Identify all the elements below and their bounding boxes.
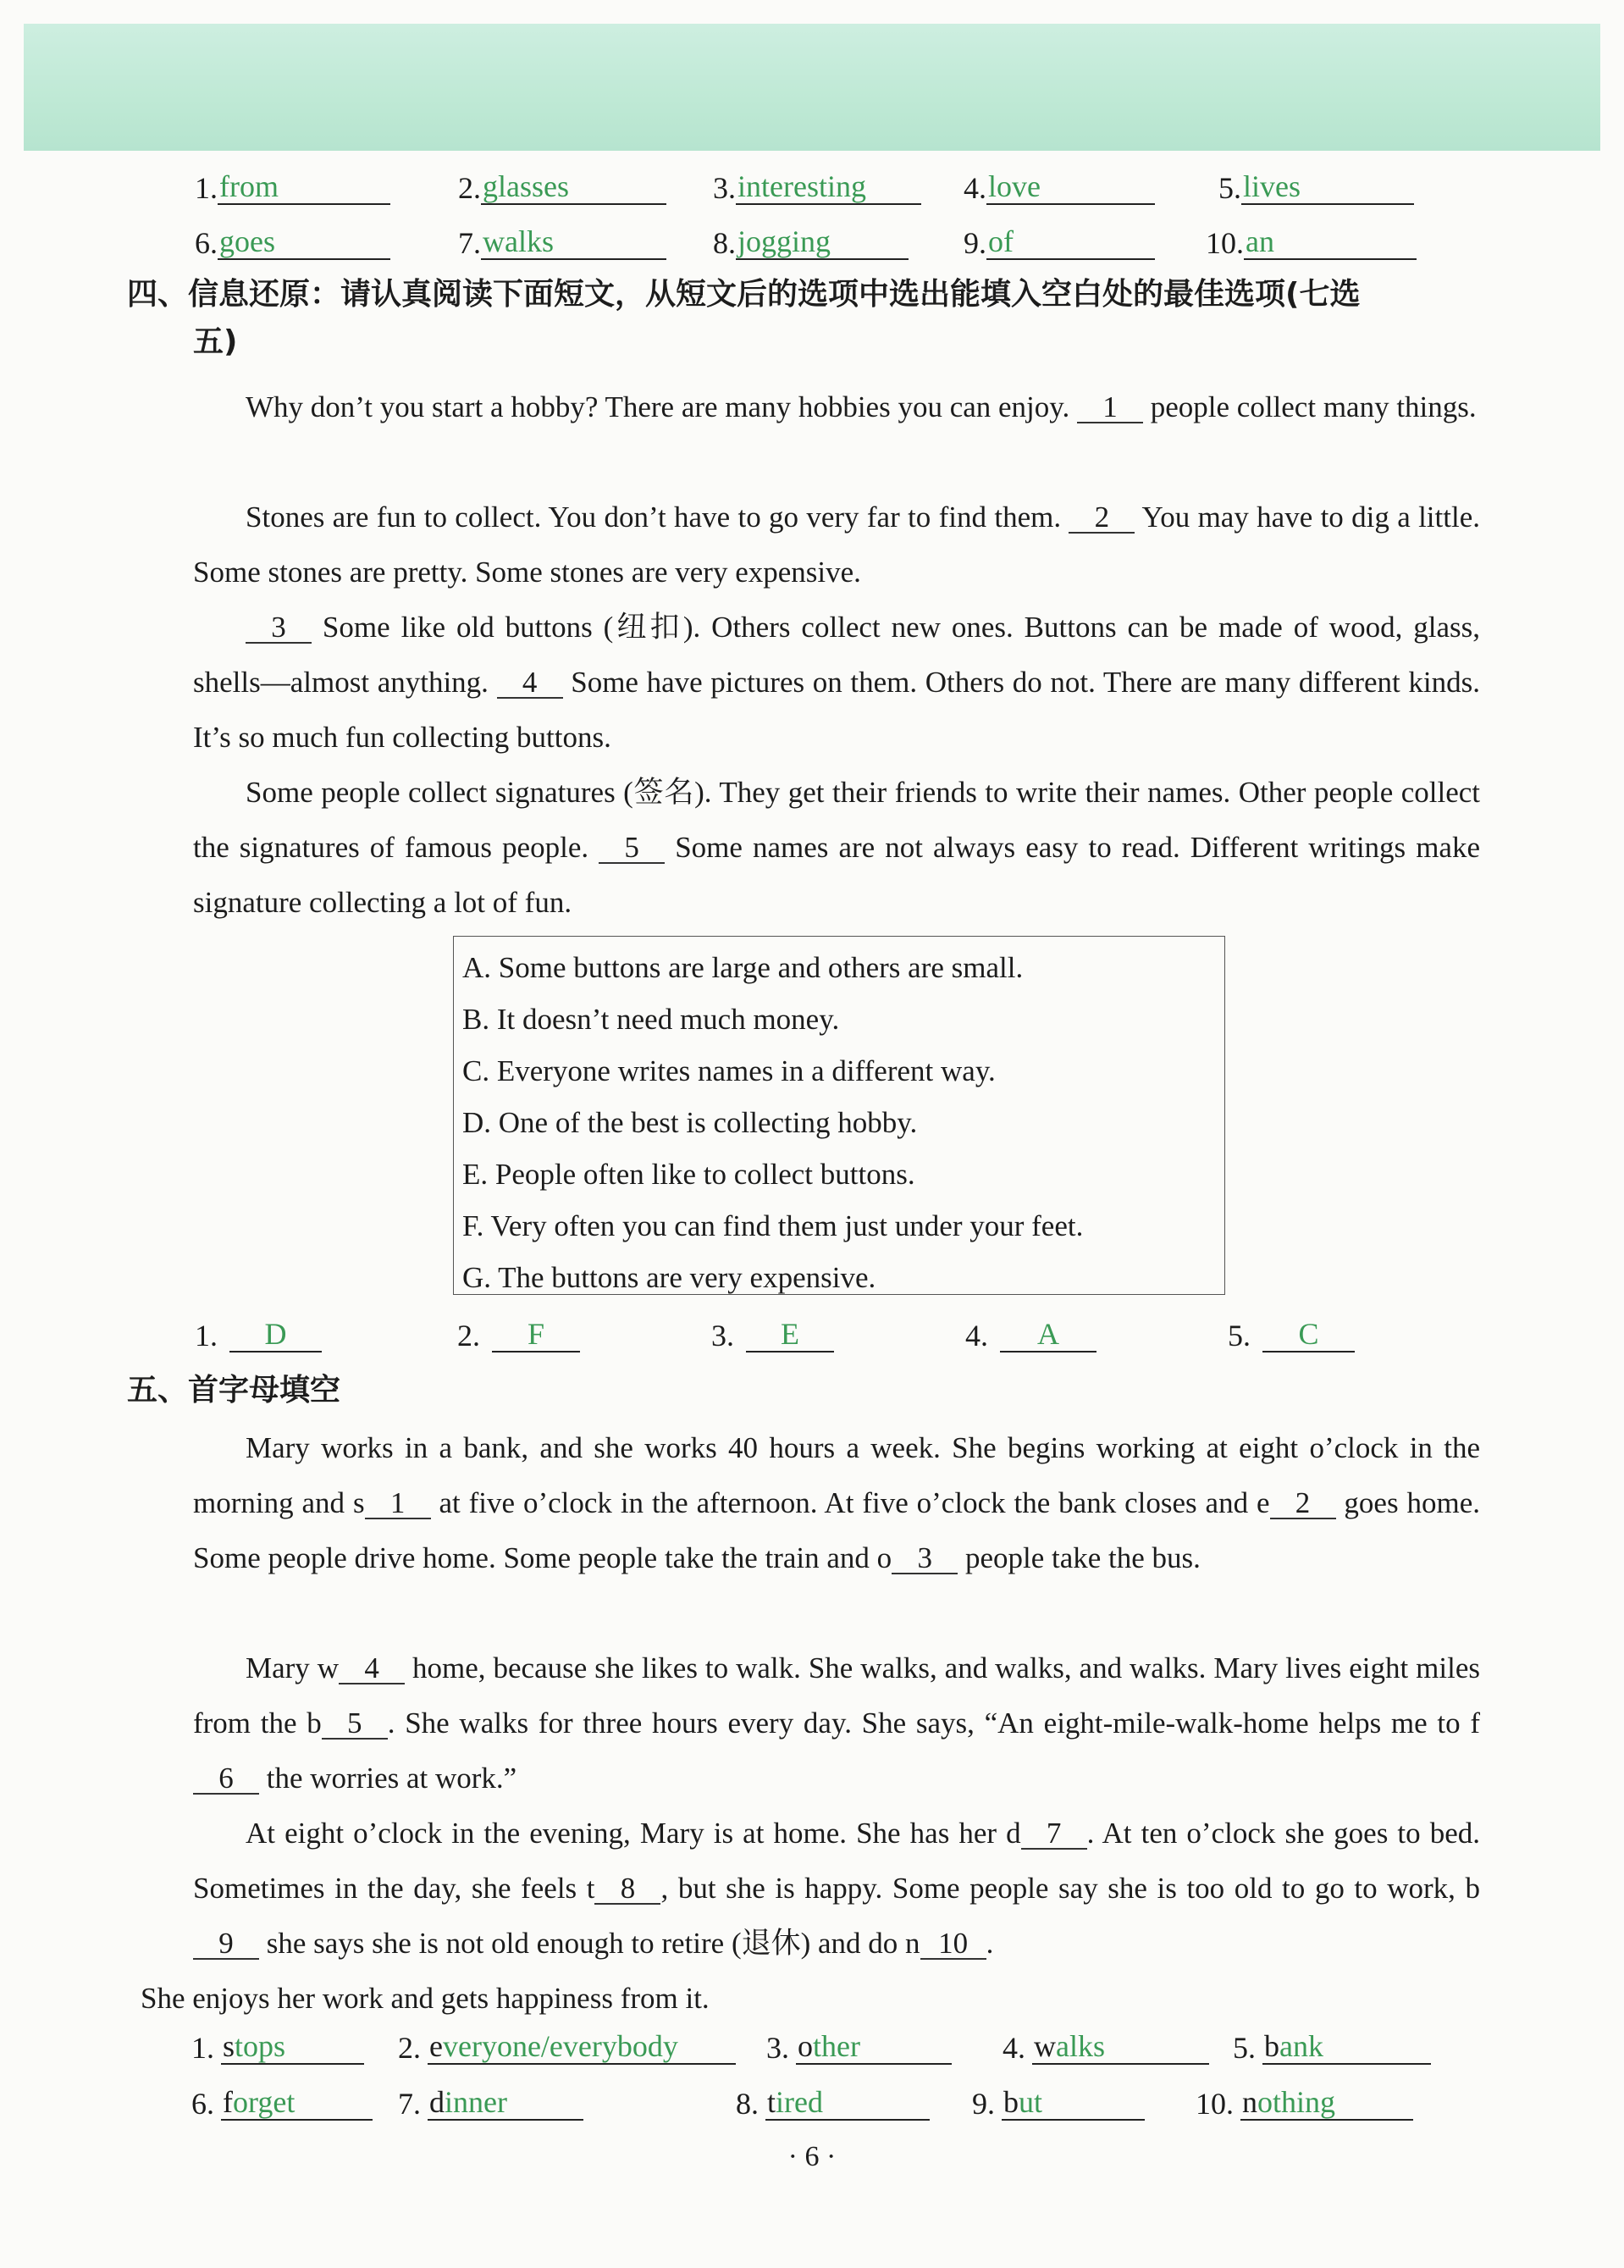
sec5-answer-initial: f: [223, 2085, 233, 2119]
sec5-blank-3: 3: [892, 1544, 958, 1574]
sec5-answer-initial: s: [223, 2029, 235, 2063]
sec5-answer-initial: b: [1264, 2029, 1279, 2063]
sec5-p4-text: She enjoys her work and gets happiness from it.: [141, 1982, 710, 2015]
sec3-answer: glasses: [481, 169, 666, 205]
page-number: · 6 ·: [787, 2141, 837, 2172]
sec3-answer-row-1: [195, 169, 1414, 205]
sec3-answer: from: [218, 169, 390, 205]
sec3-num: 2.: [458, 171, 481, 205]
sec5-p1-text-b: at five o’clock in the afternoon. At five o’clock the bank closes and e: [430, 1486, 1270, 1519]
option-d: D. One of the best is collecting hobby.: [462, 1106, 918, 1139]
sec5-blank-10: 10: [920, 1929, 986, 1960]
sec5-p3-text-e: .: [986, 1927, 994, 1960]
options-box: [453, 936, 1225, 1295]
sec3-answer: lives: [1241, 169, 1414, 205]
sec5-blank-1: 1: [365, 1489, 431, 1519]
sec4-num: 5.: [1228, 1319, 1251, 1353]
sec5-answer: [1240, 2085, 1413, 2121]
sec5-blank-8: 8: [594, 1874, 660, 1905]
sec5-answer-rest: orget: [233, 2085, 296, 2119]
sec4-answer: D: [229, 1317, 322, 1353]
sec5-blank-2: 2: [1270, 1489, 1336, 1519]
sec4-blank-2: 2: [1069, 503, 1135, 534]
sec5-p3-text-d: she says she is not old enough to retire (退休) and do n: [259, 1927, 920, 1960]
sec5-num: 9.: [972, 2087, 995, 2121]
sec5-paragraph-2: [193, 1640, 1480, 1806]
sec5-p1-text-a: Mary works in a bank, and she works 40 hours a week. She begins working at eight o’clock in the morning and s: [193, 1431, 1480, 1519]
sec5-answer: [428, 2029, 736, 2065]
sec3-answer: love: [986, 169, 1155, 205]
sec5-answer: [765, 2085, 930, 2121]
sec4-answer-row: [195, 1317, 1355, 1353]
sec5-p1-text-c: goes home. Some people drive home. Some people take the train and o: [193, 1486, 1481, 1574]
sec3-num: 3.: [713, 171, 736, 205]
option-f: F. Very often you can find them just under your feet.: [462, 1209, 1084, 1242]
section-4-title: [127, 271, 1499, 366]
sec5-answer-initial: t: [767, 2085, 776, 2119]
sec4-answer: C: [1262, 1317, 1355, 1353]
sec5-answer-rest: tops: [235, 2029, 286, 2063]
sec5-answer-initial: w: [1034, 2029, 1056, 2063]
sec4-answer: A: [1000, 1317, 1096, 1353]
sec4-num: 1.: [195, 1319, 218, 1353]
sec4-num: 4.: [965, 1319, 988, 1353]
sec5-num: 6.: [191, 2087, 214, 2121]
sec5-answer-rest: ank: [1279, 2029, 1323, 2063]
sec5-num: 8.: [736, 2087, 759, 2121]
sec3-num: 5.: [1218, 171, 1241, 205]
sec4-p4-text-a: Some people collect signatures (签名). They get their friends to write their names. Other people collect the signatures of famous people.: [193, 776, 1480, 864]
sec4-p2-text-a: Stones are fun to collect. You don’t have to go very far to find them.: [246, 501, 1069, 534]
sec4-num: 2.: [457, 1319, 480, 1353]
sec4-paragraph-2: [193, 490, 1480, 600]
sec5-num: 3.: [766, 2031, 789, 2065]
sec3-num: 9.: [964, 226, 986, 260]
sec5-answer: [221, 2085, 373, 2121]
sec3-num: 1.: [195, 171, 218, 205]
sec5-answer-initial: o: [798, 2029, 813, 2063]
sec5-p1-text-d: people take the bus.: [958, 1541, 1201, 1574]
option-b: B. It doesn’t need much money.: [462, 1003, 840, 1036]
sec4-paragraph-4: [193, 765, 1480, 930]
sec5-p3-text-b: . At ten o’clock she goes to bed. Sometimes in the day, she feels t: [193, 1817, 1480, 1905]
sec3-answer: walks: [481, 224, 666, 260]
sec5-answer-rest: othing: [1257, 2085, 1336, 2119]
sec5-p2-text-a: Mary w: [246, 1651, 340, 1684]
sec5-answer-rest: alks: [1056, 2029, 1105, 2063]
sec4-blank-5: 5: [599, 833, 665, 864]
sec5-answer: [1032, 2029, 1209, 2065]
sec5-blank-5: 5: [322, 1709, 388, 1740]
option-g: G. The buttons are very expensive.: [462, 1261, 876, 1294]
sec4-p1-text-b: people collect many things.: [1143, 390, 1477, 423]
sec3-answer-row-2: [195, 224, 1417, 260]
sec5-answer: [221, 2029, 364, 2065]
sec5-blank-4: 4: [339, 1654, 405, 1684]
sec4-blank-3: 3: [246, 613, 312, 644]
sec5-answer-rest: ut: [1019, 2085, 1043, 2119]
sec4-p2-text-b: You may have to dig a little. Some stones are pretty. Some stones are very expensive.: [193, 501, 1480, 589]
sec5-num: 2.: [398, 2031, 421, 2065]
sec5-answer-initial: b: [1003, 2085, 1019, 2119]
option-e: E. People often like to collect buttons.: [462, 1158, 915, 1191]
sec4-num: 3.: [711, 1319, 734, 1353]
sec5-p2-text-d: the worries at work.”: [259, 1762, 517, 1795]
sec5-num: 1.: [191, 2031, 214, 2065]
sec5-num: 10.: [1196, 2087, 1234, 2121]
sec5-answer: [428, 2085, 583, 2121]
sec4-blank-1: 1: [1077, 393, 1143, 423]
sec5-answer-row-2: [191, 2085, 1413, 2121]
sec4-p1-text-a: Why don’t you start a hobby? There are many hobbies you can enjoy.: [246, 390, 1077, 423]
sec5-blank-9: 9: [193, 1929, 259, 1960]
sec5-answer: [1002, 2085, 1145, 2121]
sec3-num: 4.: [964, 171, 986, 205]
sec5-answer-rest: ther: [813, 2029, 860, 2063]
section-5-title: 五、首字母填空: [127, 1373, 341, 1408]
sec4-blank-4: 4: [497, 668, 563, 699]
sec3-num: 7.: [458, 226, 481, 260]
sec3-answer: goes: [218, 224, 390, 260]
sec5-answer: [1262, 2029, 1431, 2065]
sec3-answer: interesting: [736, 169, 921, 205]
sec5-answer-rest: inner: [445, 2085, 507, 2119]
section-4-title-line1: 四、信息还原：请认真阅读下面短文，从短文后的选项中选出能填入空白处的最佳选项(七选: [127, 277, 1361, 312]
section-4-title-line2: 五): [193, 324, 238, 359]
sec3-answer: jogging: [736, 224, 909, 260]
sec3-num: 8.: [713, 226, 736, 260]
sec5-answer-rest: ired: [776, 2085, 823, 2119]
sec5-num: 4.: [1003, 2031, 1025, 2065]
sec5-paragraph-3: [141, 1806, 1480, 2026]
sec5-p2-text-c: . She walks for three hours every day. She says, “An eight-mile-walk-home helps me to f: [387, 1707, 1480, 1740]
sec5-answer-rest: veryone/everybody: [442, 2029, 678, 2063]
header-band: [24, 24, 1600, 151]
sec3-answer: of: [986, 224, 1155, 260]
sec3-num: 6.: [195, 226, 218, 260]
sec4-p4-text-b: Some names are not always easy to read. Different writings make signature collecting a lot of fun.: [193, 831, 1481, 919]
sec5-answer: [796, 2029, 952, 2065]
sec3-answer: an: [1244, 224, 1417, 260]
sec3-num: 10.: [1206, 226, 1244, 260]
sec4-answer: F: [492, 1317, 580, 1353]
sec5-p2-text-b: home, because she likes to walk. She walks, and walks, and walks. Mary lives eight miles from the b: [193, 1651, 1481, 1740]
sec5-answer-initial: e: [429, 2029, 443, 2063]
sec5-answer-row-1: [191, 2029, 1431, 2065]
sec5-blank-7: 7: [1021, 1819, 1087, 1850]
sec4-p3-text-b: Some have pictures on them. Others do not. There are many different kinds. It’s so much fun collecting buttons.: [193, 666, 1480, 754]
option-c: C. Everyone writes names in a different way.: [462, 1054, 996, 1087]
sec5-blank-6: 6: [193, 1764, 259, 1795]
sec5-num: 7.: [398, 2087, 421, 2121]
sec5-p3-text-c: , but she is happy. Some people say she is too old to go to work, b: [660, 1872, 1480, 1905]
sec4-answer: E: [746, 1317, 834, 1353]
sec5-p3-text-a: At eight o’clock in the evening, Mary is at home. She has her d: [246, 1817, 1021, 1850]
sec5-num: 5.: [1233, 2031, 1256, 2065]
option-a: A. Some buttons are large and others are small.: [462, 951, 1024, 984]
sec5-answer-initial: d: [429, 2085, 445, 2119]
sec5-paragraph-1: [193, 1420, 1480, 1585]
sec4-paragraph-3: [193, 600, 1480, 765]
sec4-paragraph-1: [193, 379, 1480, 434]
sec4-p3-text-a: Some like old buttons (纽扣). Others collect new ones. Buttons can be made of wood, glass, shells—almost anything.: [193, 611, 1480, 699]
sec5-answer-initial: n: [1242, 2085, 1257, 2119]
